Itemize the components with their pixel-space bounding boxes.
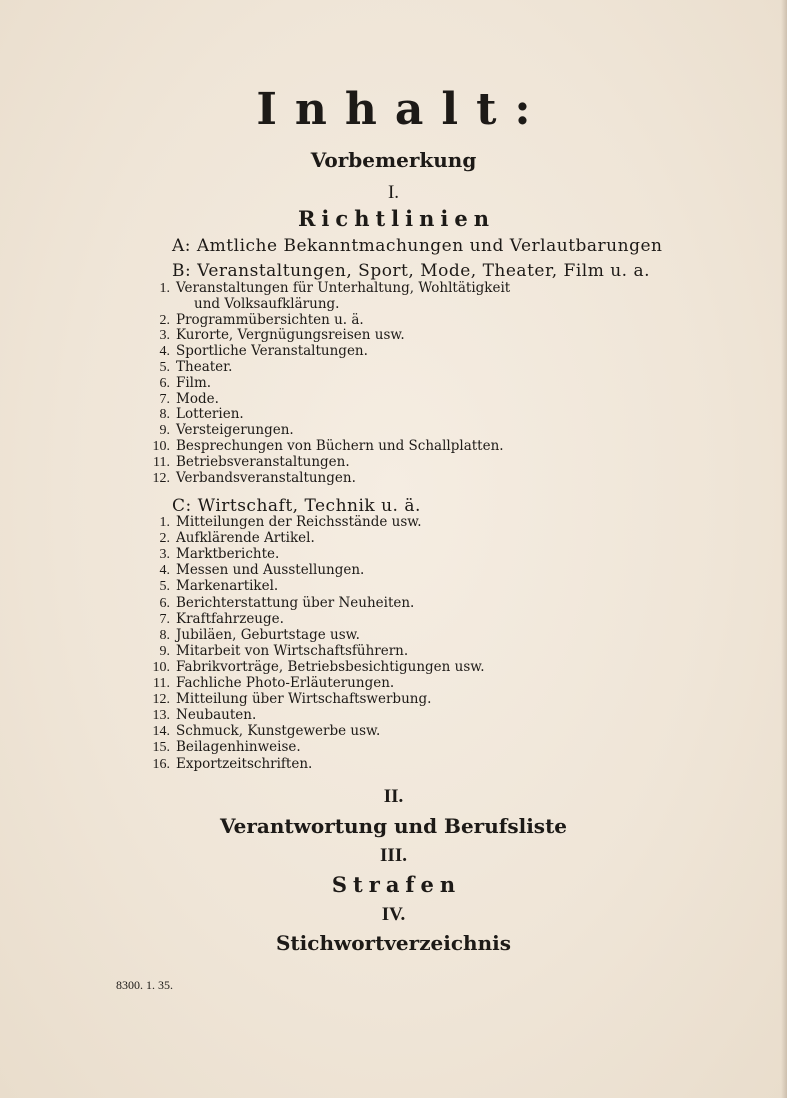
list-item (144, 422, 294, 439)
item-number: 8. (159, 627, 170, 643)
section-b-heading: B: Veranstaltungen, Sport, Mode, Theater, Film u. a. (172, 261, 651, 281)
part2-heading: Verantwortung und Berufsliste (219, 814, 568, 838)
item-number: 9. (159, 643, 170, 659)
item-text: Exportzeitschriften. (176, 755, 313, 772)
item-text: Mode. (176, 390, 219, 407)
list-item (144, 530, 315, 547)
item-text: Schmuck, Kunstgewerbe usw. (176, 723, 381, 740)
item-text: Messen und Ausstellungen. (176, 562, 365, 579)
list-item (144, 707, 256, 724)
list-item (144, 375, 211, 392)
item-number: 7. (159, 611, 170, 627)
list-item (144, 562, 364, 579)
item-text: Mitarbeit von Wirtschaftsführern. (176, 642, 409, 659)
section-c-heading: C: Wirtschaft, Technik u. ä. (172, 496, 421, 516)
item-text: Mitteilungen der Reichsstände usw. (176, 514, 422, 530)
item-text: Fabrikvorträge, Betriebsbesichtigungen usw. (176, 658, 485, 675)
list-item (144, 691, 431, 708)
list-item (144, 643, 408, 660)
item-number: 1. (159, 281, 170, 296)
page-edge-shadow (781, 0, 787, 1098)
item-number: 2. (159, 312, 170, 328)
part1-heading: Richtlinien (297, 206, 495, 231)
list-item (144, 454, 350, 471)
print-code: 8300. 1. 35. (116, 978, 173, 992)
part2-numeral: II. (383, 786, 404, 807)
item-number: 3. (159, 547, 170, 563)
item-text: Verbandsveranstaltungen. (176, 469, 356, 486)
list-item (144, 546, 279, 563)
item-number: 12. (152, 470, 170, 486)
list-item (144, 280, 510, 297)
list-item (144, 627, 360, 644)
list-item (144, 438, 504, 455)
list-item (144, 327, 405, 344)
item-text: Versteigerungen. (176, 422, 294, 439)
item-number: 10. (152, 439, 170, 454)
list-item (144, 359, 232, 376)
item-continuation: und Volksaufklärung. (194, 295, 340, 312)
item-number: 9. (159, 423, 170, 439)
item-text: Lotterien. (176, 406, 244, 423)
item-text: Kraftfahrzeuge. (176, 610, 284, 627)
list-item (144, 514, 422, 531)
part4-heading: Stichwortverzeichnis (275, 931, 511, 955)
item-number: 8. (159, 407, 170, 423)
item-number: 12. (152, 692, 170, 708)
part1-numeral: I. (387, 182, 400, 203)
item-number: 6. (159, 595, 170, 611)
section-a-heading: A: Amtliche Bekanntmachungen und Verlautbarungen (172, 236, 663, 256)
list-item (144, 391, 219, 408)
item-text: Kurorte, Vergnügungsreisen usw. (176, 327, 405, 344)
list-item (144, 659, 485, 676)
item-number: 16. (152, 756, 170, 772)
item-text: Neubauten. (176, 707, 257, 724)
list-item (144, 470, 356, 487)
item-number: 3. (159, 328, 170, 344)
item-number: 10. (152, 659, 170, 675)
part3-heading: Strafen (331, 872, 462, 897)
part3-numeral: III. (380, 845, 407, 866)
part4-numeral: IV. (381, 904, 406, 925)
item-text: Theater. (176, 359, 233, 375)
item-number: 5. (159, 579, 170, 595)
item-text: Besprechungen von Büchern und Schallplatten. (176, 438, 504, 454)
item-number: 2. (159, 531, 170, 547)
item-number: 4. (159, 563, 170, 579)
item-number: 6. (159, 375, 170, 391)
item-text: Jubiläen, Geburtstage usw. (176, 626, 360, 643)
item-text: Mitteilung über Wirtschaftswerbung. (176, 691, 432, 708)
list-item (144, 312, 364, 329)
item-number: 15. (152, 740, 170, 756)
item-text: Aufklärende Artikel. (176, 530, 315, 547)
list-item (144, 578, 278, 595)
list-item (144, 343, 368, 360)
item-number: 7. (159, 391, 170, 407)
list-item (144, 406, 244, 423)
item-text: Programmübersichten u. ä. (176, 311, 364, 328)
item-number: 1. (159, 515, 170, 530)
list-item (144, 756, 312, 773)
list-item (144, 675, 394, 692)
list-item (144, 739, 301, 756)
item-number: 4. (159, 344, 170, 360)
item-number: 11. (153, 676, 170, 691)
item-text: Sportliche Veranstaltungen. (176, 343, 368, 360)
item-text: Beilagenhinweise. (176, 739, 301, 756)
item-number: 11. (153, 454, 170, 470)
item-text: Berichterstattung über Neuheiten. (176, 594, 415, 611)
item-text: Marktberichte. (176, 546, 280, 563)
page-title: Inhalt: (256, 84, 549, 135)
item-text: Betriebsveranstaltungen. (176, 453, 350, 470)
item-text: Markenartikel. (176, 578, 279, 595)
item-text: Film. (176, 374, 212, 391)
item-text: Fachliche Photo-Erläuterungen. (176, 675, 395, 691)
item-number: 13. (152, 708, 170, 724)
list-item (144, 611, 284, 628)
list-item (144, 723, 380, 740)
list-item (144, 595, 414, 612)
item-number: 14. (152, 724, 170, 740)
preface-heading: Vorbemerkung (310, 148, 477, 172)
item-number: 5. (159, 360, 170, 375)
item-text: Veranstaltungen für Unterhaltung, Wohltätigkeit (176, 280, 511, 296)
